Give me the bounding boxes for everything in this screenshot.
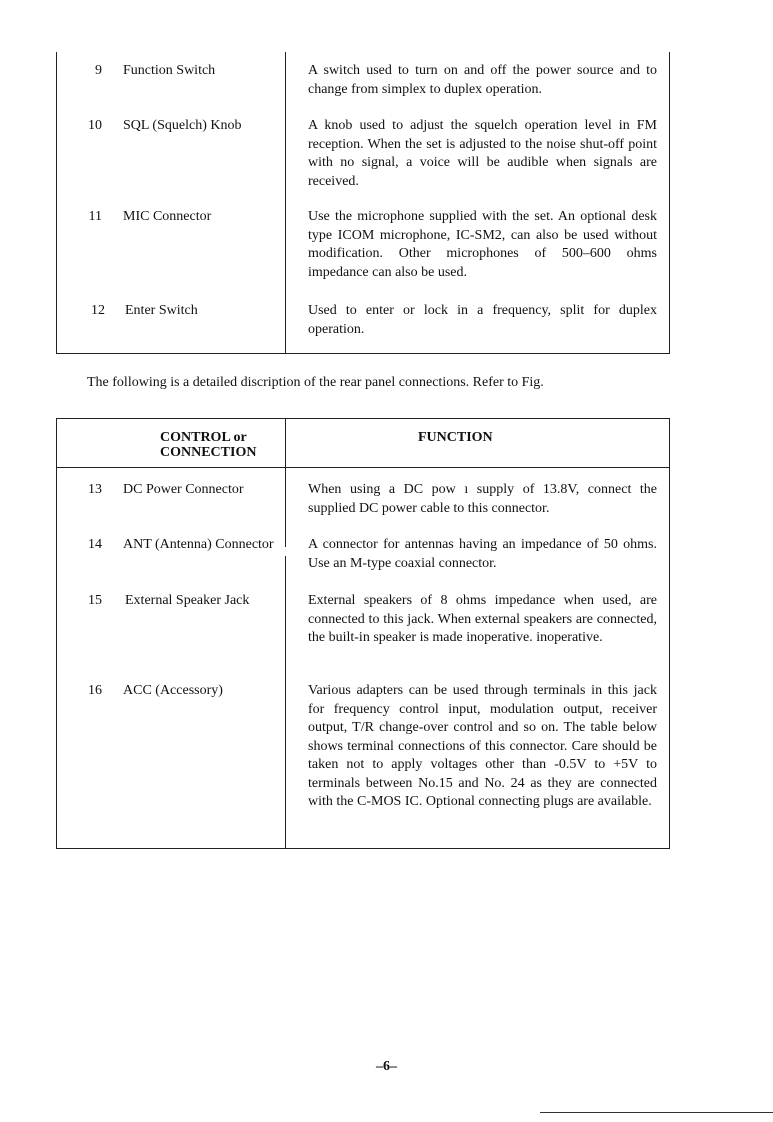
rear-table-divider-header	[285, 418, 286, 468]
row-number: 13	[88, 482, 102, 497]
control-description: External speakers of 8 ohms impedance when used, are connected to this jack. When external speakers are connected, the built-in speaker is made inoperative. inoperative.	[308, 593, 657, 645]
control-name: DC Power Connector	[123, 482, 244, 497]
row-number: 11	[88, 209, 102, 224]
rear-table-divider-upper	[285, 467, 286, 547]
page-bottom-rule	[540, 1112, 773, 1113]
top-table-left-border	[56, 52, 57, 354]
header-control-line1: CONTROL or	[160, 430, 247, 445]
control-description: A knob used to adjust the squelch operation level in FM reception. When the set is adjusted to the noise shut-off point with no signal, a voice will be audible when signals are received.	[308, 118, 657, 189]
intro-text: The following is a detailed discription of the rear panel connections. Refer to Fig.	[87, 375, 544, 390]
control-name: ACC (Accessory)	[123, 683, 223, 698]
row-number: 15	[88, 593, 102, 608]
row-number: 10	[88, 118, 102, 133]
control-name: SQL (Squelch) Knob	[123, 118, 242, 133]
control-description: A switch used to turn on and off the power source and to change from simplex to duplex operation.	[308, 63, 657, 97]
control-name: ANT (Antenna) Connector	[123, 537, 274, 552]
control-description: A connector for antennas having an impedance of 50 ohms. Use an M-type coaxial connector.	[308, 537, 657, 571]
rear-table-divider-lower	[285, 556, 286, 849]
header-control-line2: CONNECTION	[160, 445, 257, 460]
control-description: Used to enter or lock in a frequency, split for duplex operation.	[308, 303, 657, 337]
control-name: Enter Switch	[125, 303, 198, 318]
row-number: 12	[91, 303, 105, 318]
control-description: When using a DC pow ı supply of 13.8V, connect the supplied DC power cable to this connector.	[308, 482, 657, 516]
row-number: 14	[88, 537, 102, 552]
top-table-right-border	[669, 52, 670, 354]
control-description: Use the microphone supplied with the set. An optional desk type ICOM microphone, IC-SM2, can also be used without modification. Other microphones of 500–600 ohms impedance can also be used.	[308, 209, 657, 280]
control-name: External Speaker Jack	[125, 593, 250, 608]
rear-table-header-divider	[56, 467, 670, 468]
control-name: Function Switch	[123, 63, 216, 78]
top-table-bottom-border	[56, 353, 670, 354]
page-number: –6–	[376, 1059, 397, 1074]
row-number: 16	[88, 683, 102, 698]
header-function: FUNCTION	[418, 430, 493, 445]
control-description: Various adapters can be used through terminals in this jack for frequency control input, modulation output, receiver output, T/R change-over control and so on. The table below shows terminal connections of this connector. Care should be taken not to apply voltages other than -0.5V to +5V to terminals between No.15 and No. 24 as they are connected with the C-MOS IC. Optional connecting plugs are available.	[308, 683, 657, 809]
control-name: MIC Connector	[123, 209, 212, 224]
row-number: 9	[95, 63, 102, 78]
top-table-divider	[285, 52, 286, 354]
